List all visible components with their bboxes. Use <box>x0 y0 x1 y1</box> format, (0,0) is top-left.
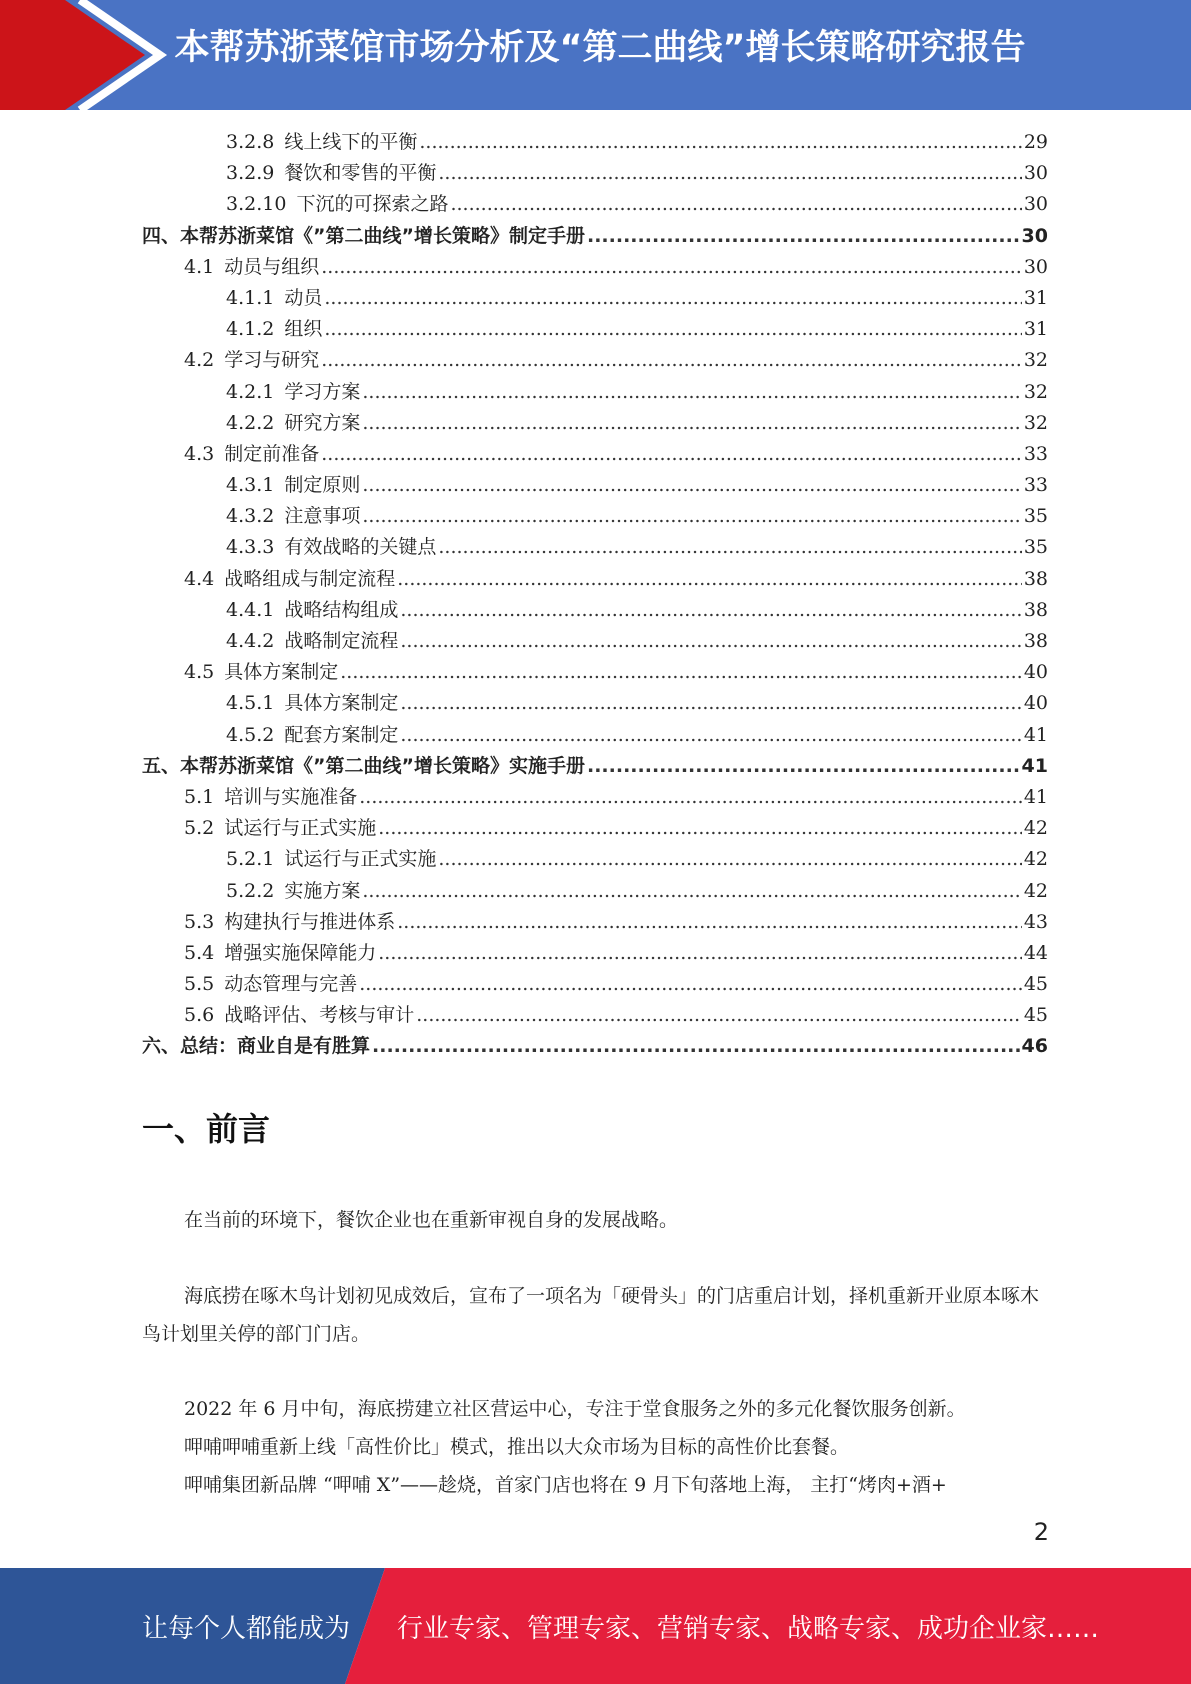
toc-entry-title: 战略评估、考核与审计 <box>224 1004 415 1027</box>
toc-entry-page: 44 <box>1023 941 1048 964</box>
toc-leader-dots <box>419 127 1021 158</box>
toc-entry-title: 增强实施保障能力 <box>224 941 377 964</box>
toc-entry[interactable] <box>142 626 1048 657</box>
toc-entry-page: 31 <box>1023 318 1048 341</box>
toc-entry-page: 30 <box>1021 224 1048 247</box>
toc-entry-title: 试运行与正式实施 <box>224 817 377 840</box>
toc-entry-title: 餐饮和零售的平衡 <box>284 162 437 185</box>
toc-leader-dots <box>397 564 1022 595</box>
toc-entry-title: 培训与实施准备 <box>224 785 358 808</box>
toc-leader-dots <box>362 501 1021 532</box>
paragraph: 呷哺集团新品牌 “呷哺 X”——趁烧，首家门店也将在 9 月下旬落地上海， 主打“烤肉+酒+ <box>184 1474 947 1496</box>
toc-leader-dots <box>362 470 1021 501</box>
toc-entry-number: 4.3.2 <box>226 505 275 528</box>
toc-leader-dots <box>400 626 1021 657</box>
paragraph: 呷哺呷哺重新上线「高性价比」模式，推出以大众市场为目标的高性价比套餐。 <box>184 1436 850 1458</box>
toc-entry-title: 动员与组织 <box>224 255 320 278</box>
toc-entry-title: 实施方案 <box>284 879 361 902</box>
toc-entry-page: 40 <box>1023 692 1048 715</box>
toc-leader-dots <box>378 813 1022 844</box>
toc-entry-number: 4.5 <box>184 661 215 684</box>
toc-entry-title: 六、总结：商业自是有胜算 <box>142 1035 371 1058</box>
toc-entry[interactable] <box>142 720 1048 751</box>
toc-entry[interactable] <box>142 283 1048 314</box>
toc-entry-title: 学习方案 <box>284 380 361 403</box>
page-header <box>0 0 1191 110</box>
toc-leader-dots <box>362 408 1021 439</box>
toc-entry[interactable] <box>142 501 1048 532</box>
toc-entry[interactable] <box>142 844 1048 875</box>
toc-entry[interactable] <box>142 1000 1048 1031</box>
toc-leader-dots <box>587 221 1020 252</box>
toc-entry-page: 38 <box>1023 567 1048 590</box>
toc-entry[interactable] <box>142 969 1048 1000</box>
toc-leader-dots <box>321 345 1022 376</box>
page-number: 2 <box>1033 1518 1049 1546</box>
document-title: 本帮苏浙菜馆市场分析及“第二曲线”增长策略研究报告 <box>174 28 1026 68</box>
toc-entry-page: 29 <box>1023 131 1048 153</box>
toc-entry-title: 研究方案 <box>284 411 361 434</box>
toc-leader-dots <box>400 720 1021 751</box>
toc-entry[interactable] <box>142 314 1048 345</box>
toc-entry-page: 46 <box>1021 1035 1048 1058</box>
toc-entry-number: 3.2.10 <box>226 193 287 216</box>
toc-entry-title: 下沉的可探索之路 <box>296 193 449 216</box>
toc-entry-title: 具体方案制定 <box>284 692 399 715</box>
toc-entry[interactable] <box>142 158 1048 189</box>
toc-entry-number: 4.3.1 <box>226 474 275 497</box>
toc-entry-page: 33 <box>1023 474 1048 497</box>
toc-entry-number: 4.5.2 <box>226 723 275 746</box>
toc-entry[interactable] <box>142 782 1048 813</box>
toc-entry[interactable] <box>142 876 1048 907</box>
toc-entry-number: 4.3.3 <box>226 536 275 559</box>
toc-leader-dots <box>324 283 1021 314</box>
toc-entry-title: 制定原则 <box>284 474 361 497</box>
toc-leader-dots <box>450 189 1021 220</box>
toc-leader-dots <box>587 751 1020 782</box>
toc-entry[interactable] <box>142 1031 1048 1062</box>
toc-leader-dots <box>359 782 1022 813</box>
toc-entry-title: 注意事项 <box>284 505 361 528</box>
toc-entry[interactable] <box>142 252 1048 283</box>
toc-entry-page: 33 <box>1023 442 1048 465</box>
toc-entry-title: 动员 <box>284 286 323 309</box>
toc-leader-dots <box>400 688 1021 719</box>
toc-entry-number: 3.2.9 <box>226 162 275 185</box>
toc-entry-page: 43 <box>1023 910 1048 933</box>
footer-slogan-right: 行业专家、管理专家、营销专家、战略专家、成功企业家…… <box>397 1614 1100 1644</box>
toc-entry-number: 3.2.8 <box>226 131 275 153</box>
table-of-contents <box>142 127 1048 1063</box>
toc-leader-dots <box>438 844 1021 875</box>
toc-entry-number: 5.2.2 <box>226 879 275 902</box>
toc-entry-title: 战略结构组成 <box>284 598 399 621</box>
toc-entry-title: 四、本帮苏浙菜馆《”第二曲线”增长策略》制定手册 <box>142 224 585 247</box>
toc-entry-title: 动态管理与完善 <box>224 973 358 996</box>
toc-entry-number: 4.3 <box>184 442 215 465</box>
toc-entry[interactable] <box>142 377 1048 408</box>
toc-entry[interactable] <box>142 564 1048 595</box>
toc-entry-page: 38 <box>1023 630 1048 652</box>
footer-slogan-left: 让每个人都能成为 <box>142 1614 351 1644</box>
toc-leader-dots <box>438 158 1021 189</box>
toc-leader-dots <box>400 595 1021 626</box>
toc-entry[interactable] <box>142 189 1048 220</box>
toc-leader-dots <box>416 1000 1022 1031</box>
toc-leader-dots <box>372 1031 1020 1062</box>
toc-entry-page: 41 <box>1023 723 1048 746</box>
toc-entry-page: 30 <box>1023 193 1048 216</box>
paragraph: 在当前的环境下，餐饮企业也在重新审视自身的发展战略。 <box>184 1209 679 1231</box>
toc-entry-number: 4.4.1 <box>226 598 275 621</box>
toc-entry-page: 40 <box>1023 661 1048 684</box>
toc-entry-page: 30 <box>1023 255 1048 278</box>
toc-entry[interactable] <box>142 688 1048 719</box>
toc-entry-title: 具体方案制定 <box>224 661 339 684</box>
toc-leader-dots <box>362 876 1021 907</box>
toc-entry-number: 5.2 <box>184 817 215 840</box>
toc-entry-number: 4.1 <box>184 255 215 278</box>
toc-entry[interactable] <box>142 221 1048 252</box>
toc-leader-dots <box>438 532 1021 563</box>
toc-entry[interactable] <box>142 408 1048 439</box>
toc-entry-number: 5.1 <box>184 785 215 808</box>
paragraph: 2022 年 6 月中旬，海底捞建立社区营运中心，专注于堂食服务之外的多元化餐饮服务创新。 <box>184 1398 966 1420</box>
toc-entry-page: 45 <box>1023 1004 1048 1027</box>
toc-entry[interactable] <box>142 938 1048 969</box>
toc-entry-title: 线上线下的平衡 <box>284 131 418 153</box>
toc-entry-page: 45 <box>1023 973 1048 996</box>
toc-entry[interactable] <box>142 470 1048 501</box>
toc-entry-title: 战略组成与制定流程 <box>224 567 396 590</box>
toc-leader-dots <box>324 314 1021 345</box>
paragraph: 海底捞在啄木鸟计划初见成效后，宣布了一项名为「硬骨头」的门店重启计划，择机重新开业原本啄木鸟计划里关停的部门门店。 <box>142 1285 1040 1345</box>
toc-entry-number: 4.2.2 <box>226 411 275 434</box>
toc-entry-number: 5.5 <box>184 973 215 996</box>
toc-entry[interactable] <box>142 345 1048 376</box>
toc-entry-number: 5.3 <box>184 910 215 933</box>
toc-entry-number: 4.1.1 <box>226 286 275 309</box>
toc-entry-title: 有效战略的关键点 <box>284 536 437 559</box>
toc-entry-page: 30 <box>1023 162 1048 185</box>
toc-leader-dots <box>378 938 1022 969</box>
toc-entry[interactable] <box>142 907 1048 938</box>
section-heading: 一、前言 <box>142 1110 271 1148</box>
toc-entry[interactable] <box>142 751 1048 782</box>
toc-entry-title: 五、本帮苏浙菜馆《”第二曲线”增长策略》实施手册 <box>142 754 585 777</box>
toc-entry-number: 4.2.1 <box>226 380 275 403</box>
toc-entry-title: 构建执行与推进体系 <box>224 910 396 933</box>
toc-entry-page: 32 <box>1023 349 1048 372</box>
toc-entry-page: 42 <box>1023 848 1048 871</box>
toc-entry-number: 5.4 <box>184 941 215 964</box>
toc-entry-page: 38 <box>1023 598 1048 621</box>
toc-entry-number: 5.6 <box>184 1004 215 1027</box>
toc-entry-number: 4.4 <box>184 567 215 590</box>
toc-entry-page: 32 <box>1023 411 1048 434</box>
toc-entry-title: 试运行与正式实施 <box>284 848 437 871</box>
toc-entry-page: 31 <box>1023 286 1048 309</box>
toc-entry-page: 35 <box>1023 505 1048 528</box>
toc-entry-page: 42 <box>1023 879 1048 902</box>
toc-leader-dots <box>397 907 1022 938</box>
toc-entry[interactable] <box>142 532 1048 563</box>
toc-entry[interactable] <box>142 439 1048 470</box>
toc-leader-dots <box>340 657 1022 688</box>
toc-entry-title: 制定前准备 <box>224 442 320 465</box>
toc-leader-dots <box>362 377 1021 408</box>
page-footer <box>0 1568 1191 1684</box>
toc-entry-title: 配套方案制定 <box>284 723 399 746</box>
toc-entry-page: 41 <box>1021 754 1048 777</box>
toc-entry-number: 4.2 <box>184 349 215 372</box>
toc-entry-title: 学习与研究 <box>224 349 320 372</box>
toc-entry-page: 41 <box>1023 785 1048 808</box>
toc-entry[interactable] <box>142 127 1048 158</box>
toc-entry[interactable] <box>142 595 1048 626</box>
toc-entry-number: 4.1.2 <box>226 318 275 341</box>
toc-leader-dots <box>359 969 1022 1000</box>
toc-entry-number: 4.5.1 <box>226 692 275 715</box>
toc-entry-page: 42 <box>1023 817 1048 840</box>
toc-entry-title: 战略制定流程 <box>284 630 399 652</box>
toc-leader-dots <box>321 439 1022 470</box>
toc-entry-number: 5.2.1 <box>226 848 275 871</box>
toc-entry-number: 4.4.2 <box>226 630 275 652</box>
toc-entry-page: 35 <box>1023 536 1048 559</box>
toc-entry[interactable] <box>142 657 1048 688</box>
toc-leader-dots <box>321 252 1022 283</box>
toc-entry-title: 组织 <box>284 318 323 341</box>
toc-entry[interactable] <box>142 813 1048 844</box>
toc-entry-page: 32 <box>1023 380 1048 403</box>
